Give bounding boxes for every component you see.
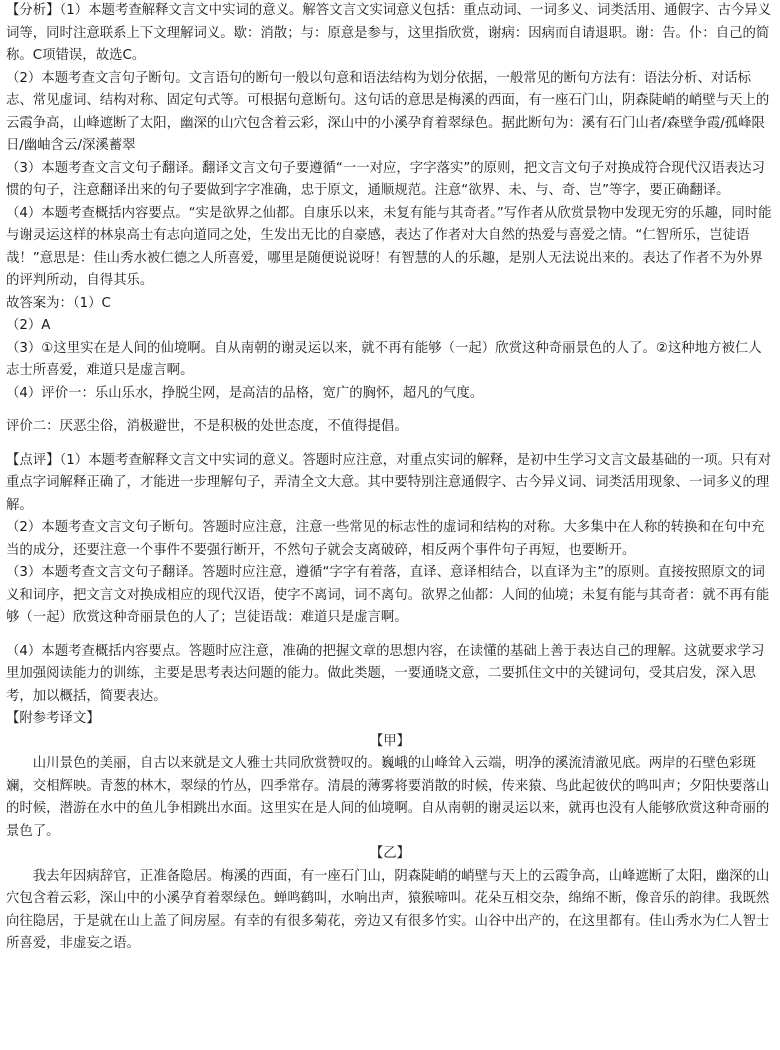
- translation-jia-title: 【甲】: [369, 733, 411, 749]
- answer-line-5: 评价二：厌恶尘俗，消极避世，不是积极的处世态度，不值得提倡。: [6, 419, 408, 434]
- analysis-part-4: （4）本题考查概括内容要点。“实是欲界之仙都。自康乐以来，未复有能与其奇者。”写作者从欣赏景物中发现无穷的乐趣，同时能与谢灵运这样的林泉高士有志向道同之处，生发出无比的自豪感，表达了作者对大自然的热爱与喜爱之情。“仁智所乐，岂徒语哉！”意思是：佳山秀水被仁德之人所喜爱，哪里是随便说说呀！有智慧的人的乐趣，是别人无法说出来的。表达了作者不为外界的评判所动，自得其乐。: [6, 205, 772, 288]
- comment-part-3: （3）本题考查文言文句子翻译。答题时应注意，遵循“字字有着落，直译、意译相结合，以直译为主”的原则。直接按照原文的词义和词序，把文言文对换成相应的现代汉语，使字不离词，词不离句。欲界之仙都：人间的仙境；未复有能与其奇者：就不再有能够（一起）欣赏这种奇丽景色的人了；岂徒语哉：难道只是虚言啊。: [6, 565, 770, 625]
- translation-heading: 【附参考译文】: [6, 711, 100, 726]
- comment-part-4: （4）本题考查概括内容要点。答题时应注意，准确的把握文章的思想内容，在读懂的基础上善于表达自己的理解。这就要求学习里加强阅读能力的训练，主要是思考表达问题的能力。做此类题，一要通晓文意，二要抓住文中的关键词句，受其启发，深入思考，加以概括，简要表达。: [6, 643, 765, 704]
- spacer: [6, 405, 774, 416]
- answer-line-3: （3）①这里实在是人间的仙境啊。自从南朝的谢灵运以来，就不再有能够（一起）欣赏这种奇丽景色的人了。②这种地方被仁人志士所喜爱，难道只是虚言啊。: [6, 340, 762, 378]
- analysis-part-3: （3）本题考查文言文句子翻译。翻译文言文句子要遵循“一一对应，字字落实”的原则，把文言文句子对换成符合现代汉语表达习惯的句子，注意翻译出来的句子要做到字字准确，忠于原文，通顺规范。注意“欲界、未、与、奇、岂”等字，要正确翻译。: [6, 160, 765, 198]
- answer-line-1: 故答案为：（1）C: [6, 295, 111, 311]
- translation-yi-title: 【乙】: [369, 846, 411, 861]
- translation-yi-text: 我去年因病辞官，正准备隐居。梅溪的西面，有一座石门山，阴森陡峭的峭壁与天上的云霞争高，山峰遮断了太阳，幽深的山穴包含着云彩，深山中的小溪孕育着翠绿色。蝉鸣鹤叫，水响出声，猿猴啼叫。花朵互相交杂，绵绵不断，像音乐的韵律。我既然向往隐居，于是就在山上盖了间房屋。有幸的有很多菊花，旁边又有很多竹实。山谷中出产的，在这里都有。佳山秀水为仁人智士所喜爱，非虚妄之语。: [6, 868, 770, 951]
- translation-jia-text: 山川景色的美丽，自古以来就是文人雅士共同欣赏赞叹的。巍峨的山峰耸入云端，明净的溪流清澈见底。两岸的石壁色彩斑斓，交相辉映。青葱的林木，翠绿的竹丛，四季常存。清晨的薄雾将要消散的时候，传来猿、鸟此起彼伏的鸣叫声；夕阳快要落山的时候，潜游在水中的鱼儿争相跳出水面。这里实在是人间的仙境啊。自从南朝的谢灵运以来，就再也没有人能够欣赏这种奇丽的景色了。: [6, 756, 770, 839]
- comment-part-2: （2）本题考查文言文句子断句。答题时应注意，注意一些常见的标志性的虚词和结构的对称。大多集中在人称的转换和在句中充当的成分，还要注意一个事件不要强行断开，不然句子就会支离破碎，相反两个事件句子再短，也要断开。: [6, 520, 765, 558]
- answer-line-2: （2）A: [6, 318, 51, 333]
- analysis-part-1: 【分析】（1）本题考查解释文言文中实词的意义。解答文言文实词意义包括：重点动词、一词多义、词类活用、通假字、古今异义词等，同时注意联系上下文理解词义。歇：消散；与：原意是参与，这里指欣赏，谢病：因病而自请退职。谢：告。仆：自己的简称。C项错误，故选C。: [6, 3, 772, 63]
- spacer: [6, 439, 774, 450]
- comment-part-1: 【点评】（1）本题考查解释文言文中实词的意义。答题时应注意，对重点实词的解释，是初中生学习文言文最基础的一项。只有对重点字词解释正确了，才能进一步理解句子，弄清全文大意。其中要特别注意通假字、古今异义词、词类活用现象、一词多义的理解。: [6, 452, 772, 513]
- answer-line-4: （4）评价一：乐山乐水，挣脱尘网，是高洁的品格，宽广的胸怀，超凡的气度。: [6, 385, 484, 401]
- spacer: [6, 630, 774, 641]
- analysis-part-2: （2）本题考查文言句子断句。文言语句的断句一般以句意和语法结构为划分依据，一般常见的断句方法有：语法分析、对话标志、常见虚词、结构对称、固定句式等。可根据句意断句。这句话的意思是梅溪的西面，有一座石门山，阴森陡峭的峭壁与天上的云霞争高，山峰遮断了太阳，幽深的山穴包含着云彩，深山中的小溪孕育着翠绿色。据此断句为：溪有石门山者/森壁争霞/孤峰限日/幽岫含云/深溪蓄翠: [6, 70, 770, 153]
